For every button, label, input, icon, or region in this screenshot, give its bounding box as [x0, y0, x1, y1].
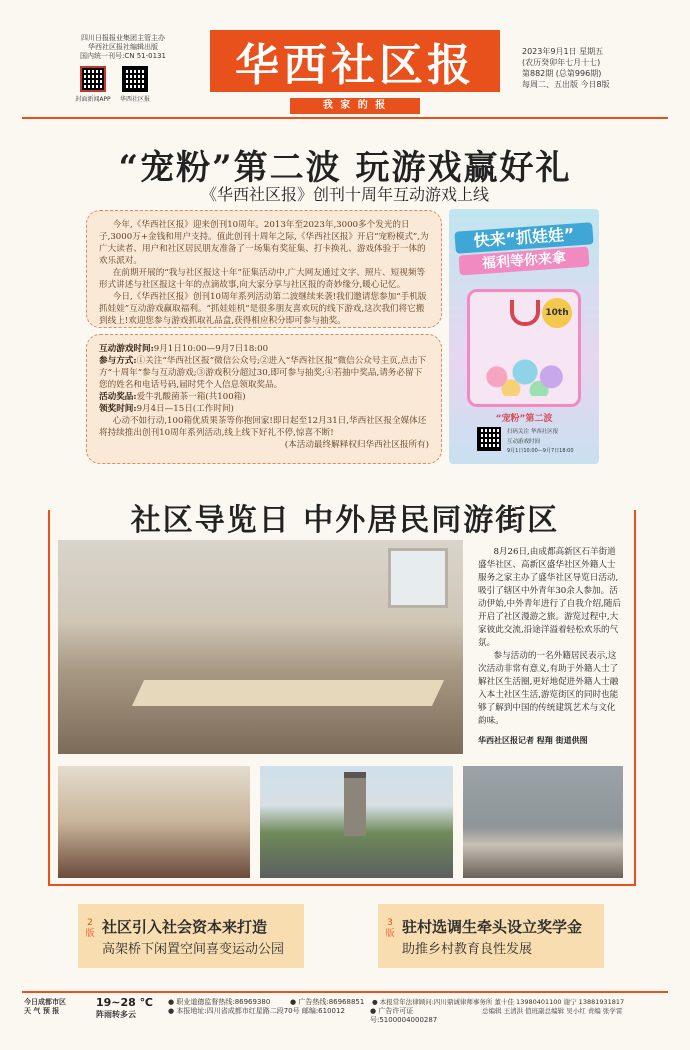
footer-line: ● 职业道德监督热线:86969380 — [168, 998, 271, 1006]
teaser-page-number: 3版 — [385, 918, 395, 939]
footer-col3b — [370, 1007, 480, 1025]
poster-line1: 快来“抓娃娃” — [454, 222, 593, 254]
article-byline: 华西社区报记者 程翔 街道供图 — [478, 736, 588, 745]
claw-machine-illustration — [467, 289, 581, 407]
poster-footer1: “宠粉”第二波 — [495, 414, 553, 424]
intro-paragraph: 今日,《华西社区报》创刊10周年系列活动第二波继续来袭!我们邀请您参加“手机版抓娃娃”互动游戏赢取福利。“抓娃娃机”是很多朋友喜欢玩的线下游戏,这次我们将它搬到线上!欢迎您参与游戏抓取礼品盒,获得相应积分即可参与抽奖。 — [99, 292, 427, 326]
feature-article — [478, 546, 624, 747]
lead-headline: “宠粉”第二波 玩游戏赢好礼 — [118, 148, 572, 188]
weather-condition: 阵雨转多云 — [96, 1010, 136, 1019]
teaser-page2[interactable] — [78, 904, 304, 968]
footer-col4 — [372, 998, 668, 1007]
weather-label-line: 今日成都市区 — [24, 998, 66, 1006]
claw-machine-poster — [449, 209, 599, 464]
article-paragraph: 参与活动的一名外籍居民表示,这次活动非常有意义,有助于外籍人士了解社区生活圈,更好地促进外籍人士融入本土社区生活,游览街区的同时也能够了解到中国的传统建筑艺术与文化韵味。 — [478, 651, 619, 726]
weather-label-line: 天 气 预 报 — [24, 1007, 60, 1015]
badge-10th: 10th — [542, 298, 572, 328]
lead-rules-card — [86, 334, 442, 464]
teaser-title: 驻村选调生牵头设立奖学金 — [402, 918, 583, 936]
claim-time: 领奖时间:9月4日—15日(工作时间) — [99, 404, 234, 414]
poster-footer2: 扫码关注 华西社区报 — [507, 429, 559, 435]
issue-info — [522, 46, 662, 90]
photo-conversation — [58, 766, 250, 878]
footer-rule — [22, 991, 668, 993]
poster-qr-code — [477, 427, 501, 451]
masthead-slogan: 我 家 的 报 — [290, 98, 420, 114]
teaser-page-number: 2版 — [85, 918, 95, 939]
poster-line2: 福利等你来拿 — [458, 246, 589, 275]
pagoda-shape — [344, 772, 366, 836]
footer-line: ● 广告许可证号:5100004000287 — [370, 1007, 438, 1024]
lunar-date: (农历癸卯年七月十七) — [522, 58, 601, 67]
prize-info: 活动奖品:爱牛乳酸菌茶一箱(共100箱) — [99, 392, 246, 402]
footer-line: ● 广告热线:86968851 — [290, 998, 365, 1006]
teaser-subtitle: 高架桥下闲置空间喜变运动公园 — [102, 942, 285, 957]
teaser-page3[interactable] — [378, 904, 604, 968]
intro-paragraph: 在前期开展的“我与社区报这十年”征集活动中,广大网友通过文字、照片、短视频等形式讲述与社区报这十年的点滴故事,向大家分享与社区报的奇妙缘分,暖心记忆。 — [99, 268, 426, 290]
footer-col3 — [290, 998, 370, 1007]
footer-col4b — [482, 1007, 668, 1016]
photo-window — [388, 548, 448, 608]
lead-intro-card — [86, 210, 442, 328]
disclaimer-note: (本活动最终解释权归华西社区报所有) — [284, 440, 429, 450]
photo-pagoda-tour — [260, 766, 453, 878]
app-qr-code — [80, 66, 106, 92]
game-time: 互动游戏时间:9月1日10:00—9月7日18:00 — [99, 344, 269, 354]
paper-qr-code — [122, 66, 148, 92]
issue-number: 第882期 (总第996期) — [522, 69, 602, 78]
publisher-line: 华西社区报社编辑出版 — [88, 43, 158, 51]
claw-icon — [510, 300, 540, 326]
footer-line: 总编辑 王清洪 值班副总编辑 吴小红 责编 张学雷 — [482, 1007, 623, 1015]
poster-footer4: 9月1日10:00—9月7日18:00 — [507, 448, 574, 454]
footer-line: ● 本报地址:四川省成都市红星路二段70号 邮编:610012 — [168, 1007, 345, 1015]
publish-schedule: 每周二、五出版 今日8版 — [522, 80, 610, 89]
publisher-line: 四川日报报业集团主管主办 — [81, 34, 165, 42]
lead-subhead: 《华西社区报》创刊十周年互动游戏上线 — [200, 185, 489, 204]
issue-date: 2023年9月1日 星期五 — [522, 47, 604, 56]
weather-label — [24, 998, 86, 1016]
qr-label-app: 封面新闻APP — [75, 96, 111, 103]
publisher-info — [58, 34, 188, 61]
teaser-title: 社区引入社会资本来打造 — [102, 918, 268, 936]
article-paragraph: 8月26日,由成都高新区石羊街道盛华社区、高新区盛华社区外籍人士服务之家主办了盛华社区导览日活动,吸引了辖区中外青年30余人参加。活动伊始,中外青年进行了自我介绍,随后开启了社区漫游之旅。游览过程中,大家彼此交流,沿途洋溢着轻松欢乐的气氛。 — [478, 547, 621, 648]
masthead-title: 华西社区报 — [210, 30, 500, 92]
teaser-subtitle: 助推乡村教育良性发展 — [402, 942, 533, 957]
issn-line: 国内统一刊号:CN 51-0131 — [80, 52, 166, 60]
poster-footer3: 互动游戏时间 — [507, 439, 541, 445]
photo-table — [132, 680, 444, 706]
photo-group — [463, 766, 623, 878]
closing-paragraph: 心动不如行动,100箱优质果茶等你抱回家!即日起至12月31日,华西社区报全媒体还将持续推出创刊10周年系列活动,线上线下好礼不停,惊喜不断! — [99, 416, 427, 438]
header-rule — [22, 117, 668, 119]
feature-title: 社区导览日 中外居民同游街区 — [110, 495, 580, 539]
prize-pile — [478, 348, 572, 396]
footer-line: ● 本报常年法律顾问:四川鼎诚律师事务所 董十佳 13980401100 谢宁 13881931817 — [372, 998, 625, 1006]
intro-paragraph: 今年,《华西社区报》迎来创刊10周年。2013年至2023年,3000多个发光的日子,3000万+金钱和用户支持。值此创刊十周年之际,《华西社区报》开启“宠粉模式”,为广大读者、用户和社区居民朋友准备了一场集有奖征集、打卡换礼、游戏体验于一体的欢乐派对。 — [99, 220, 429, 266]
qr-label-paper: 华西社区报 — [119, 96, 150, 103]
weather-temp: 19~28 ℃ — [96, 996, 153, 1009]
main-photo-classroom — [58, 540, 463, 754]
participation-method: 参与方式:①关注“华西社区报”微信公众号;②进入“华西社区报”微信公众号主页,点击下方“十周年”参与互动游戏;③游戏积分超过30,即可参与抽奖;④若抽中奖品,请务必留下您的姓名和电话号码,届时凭个人信息领取奖品。 — [99, 356, 427, 390]
